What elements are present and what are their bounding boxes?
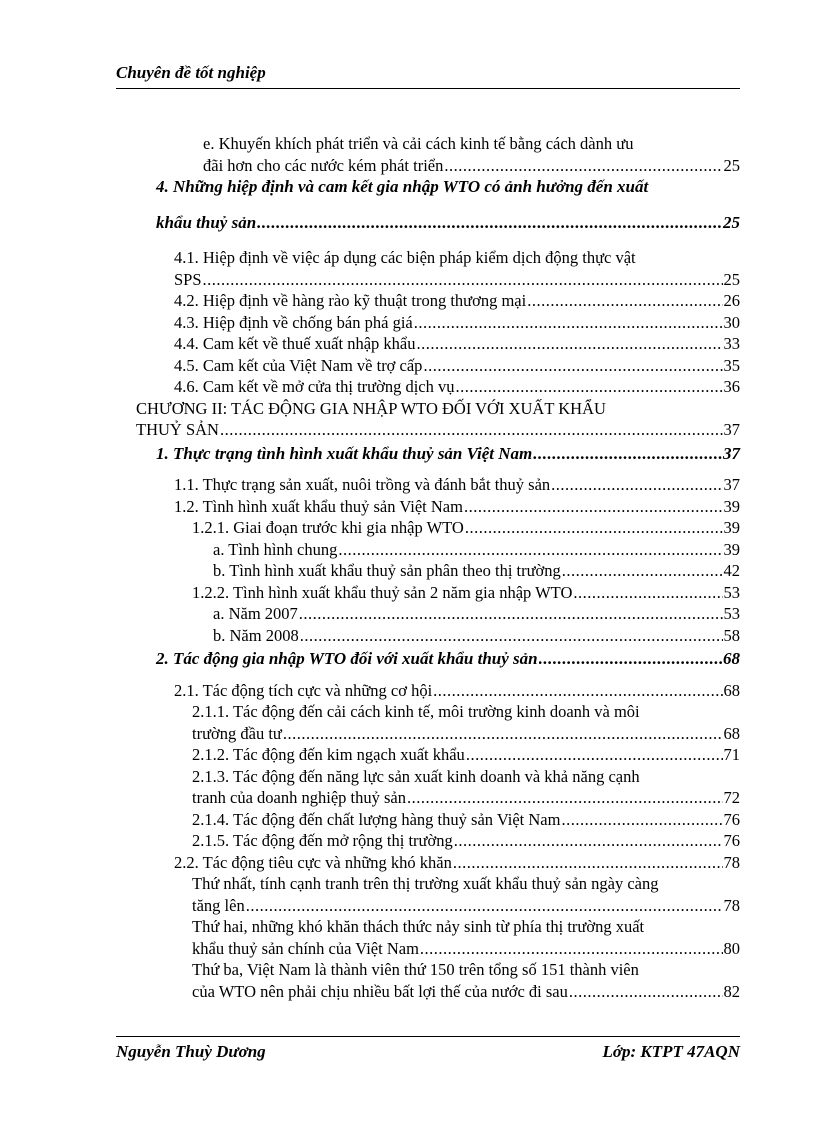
table-of-contents	[136, 133, 740, 1002]
toc-page-number: 42	[723, 561, 740, 580]
toc-entry: 4.5. Cam kết của Việt Nam về trợ cấp ..... 35	[174, 355, 740, 377]
toc-entry: 4.1. Hiệp định về việc áp dụng các biện pháp kiểm dịch động thực vật SPS ..... 25	[174, 247, 740, 290]
toc-page-number: 71	[723, 745, 740, 764]
toc-page-number: 25	[723, 269, 740, 289]
class-label: Lớp: KTPT 47AQN	[602, 1042, 740, 1061]
toc-entry: a. Tình hình chung ..... 39	[213, 539, 740, 561]
toc-page-number: 36	[723, 377, 740, 396]
toc-entry: 1.2.2. Tình hình xuất khẩu thuỷ sản 2 năm gia nhập WTO ..... 53	[192, 582, 740, 604]
toc-page-number: 25	[723, 155, 740, 175]
toc-page-number: 53	[723, 582, 740, 602]
toc-page-number: 37	[723, 420, 740, 439]
toc-entry: 2.1.3. Tác động đến năng lực sản xuất kinh doanh và khả năng cạnh tranh của doanh nghiệp thuỷ sản ..... 72	[192, 766, 740, 809]
toc-entry: 4.4. Cam kết về thuế xuất nhập khẩu ..... 33	[174, 333, 740, 355]
toc-entry: Thứ ba, Việt Nam là thành viên thứ 150 trên tổng số 151 thành viên của WTO nên phải chịu nhiều bất lợi thế của nước đi sau ..... 82	[192, 959, 740, 1002]
toc-page-number: 76	[723, 809, 740, 829]
toc-page-number: 53	[723, 604, 740, 623]
toc-entry: Thứ hai, những khó khăn thách thức nảy sinh từ phía thị trường xuất khẩu thuỷ sản chính của Việt Nam ..... 80	[192, 916, 740, 959]
toc-entry: b. Tình hình xuất khẩu thuỷ sản phân theo thị trường ..... 42	[213, 560, 740, 582]
footer-rule	[116, 1036, 740, 1037]
toc-entry: 1.2.1. Giai đoạn trước khi gia nhập WTO ..... 39	[192, 517, 740, 539]
toc-entry: 2.2. Tác động tiêu cực và những khó khăn ..... 78	[174, 852, 740, 874]
toc-entry: Thứ nhất, tính cạnh tranh trên thị trường xuất khẩu thuỷ sản ngày càng tăng lên ..... 78	[192, 873, 740, 916]
toc-page-number: 80	[723, 938, 740, 958]
toc-page-number: 39	[723, 518, 740, 537]
toc-entry: 4.6. Cam kết về mở cửa thị trường dịch vụ ..... 36	[174, 376, 740, 398]
toc-page-number: 72	[723, 788, 740, 807]
toc-entry: b. Năm 2008 ..... 58	[213, 625, 740, 647]
toc-page-number: 78	[723, 895, 740, 915]
toc-entry: a. Năm 2007 ..... 53	[213, 603, 740, 625]
author-name: Nguyễn Thuỳ Dương	[116, 1042, 266, 1061]
toc-entry-section-heading: 2. Tác động gia nhập WTO đối với xuất khẩu thuỷ sản ..... 68	[156, 648, 740, 670]
toc-page-number: 35	[723, 355, 740, 375]
toc-page-number: 68	[723, 649, 740, 668]
page-header	[116, 62, 740, 89]
toc-page-number: 39	[723, 539, 740, 559]
toc-entry-chapter: CHƯƠNG II: TÁC ĐỘNG GIA NHẬP WTO ĐỐI VỚI XUẤT KHẨU THUỶ SẢN ..... 37	[136, 398, 740, 441]
toc-entry: 2.1. Tác động tích cực và những cơ hội ..... 68	[174, 680, 740, 702]
toc-entry: 2.1.4. Tác động đến chất lượng hàng thuỷ sản Việt Nam ..... 76	[192, 809, 740, 831]
toc-page-number: 68	[723, 723, 740, 743]
toc-entry: e. Khuyến khích phát triển và cải cách kinh tế bằng cách dành ưu đãi hơn cho các nước kém phát triển ..... 25	[203, 133, 740, 176]
toc-entry: 4.2. Hiệp định về hàng rào kỹ thuật trong thương mại ..... 26	[174, 290, 740, 312]
toc-page-number: 37	[723, 443, 740, 463]
toc-entry-section-heading: 4. Những hiệp định và cam kết gia nhập WTO có ảnh hưởng đến xuất khẩu thuỷ sản ..... 25	[156, 176, 740, 233]
page-footer	[116, 1036, 740, 1063]
toc-page-number: 33	[723, 334, 740, 353]
toc-entry: 4.3. Hiệp định về chống bán phá giá ..... 30	[174, 312, 740, 334]
header-title: Chuyên đề tốt nghiệp	[116, 63, 266, 82]
toc-entry-section-heading: 1. Thực trạng tình hình xuất khẩu thuỷ sản Việt Nam ..... 37	[156, 443, 740, 465]
toc-page-number: 26	[723, 291, 740, 310]
header-rule	[116, 88, 740, 89]
toc-entry: 2.1.1. Tác động đến cải cách kinh tế, môi trường kinh doanh và môi trường đầu tư ..... 68	[192, 701, 740, 744]
toc-entry: 1.1. Thực trạng sản xuất, nuôi trồng và đánh bắt thuỷ sản ..... 37	[174, 474, 740, 496]
toc-entry: 1.2. Tình hình xuất khẩu thuỷ sản Việt Nam ..... 39	[174, 496, 740, 518]
toc-page-number: 39	[723, 496, 740, 516]
toc-page-number: 30	[723, 312, 740, 332]
toc-page-number: 58	[723, 625, 740, 645]
toc-page-number: 25	[723, 212, 740, 232]
toc-page-number: 82	[723, 981, 740, 1001]
toc-entry: 2.1.5. Tác động đến mở rộng thị trường ..... 76	[192, 830, 740, 852]
toc-page-number: 68	[723, 680, 740, 700]
toc-entry: 2.1.2. Tác động đến kim ngạch xuất khẩu ..... 71	[192, 744, 740, 766]
toc-page-number: 37	[723, 475, 740, 494]
toc-page-number: 76	[723, 831, 740, 850]
toc-page-number: 78	[723, 852, 740, 872]
